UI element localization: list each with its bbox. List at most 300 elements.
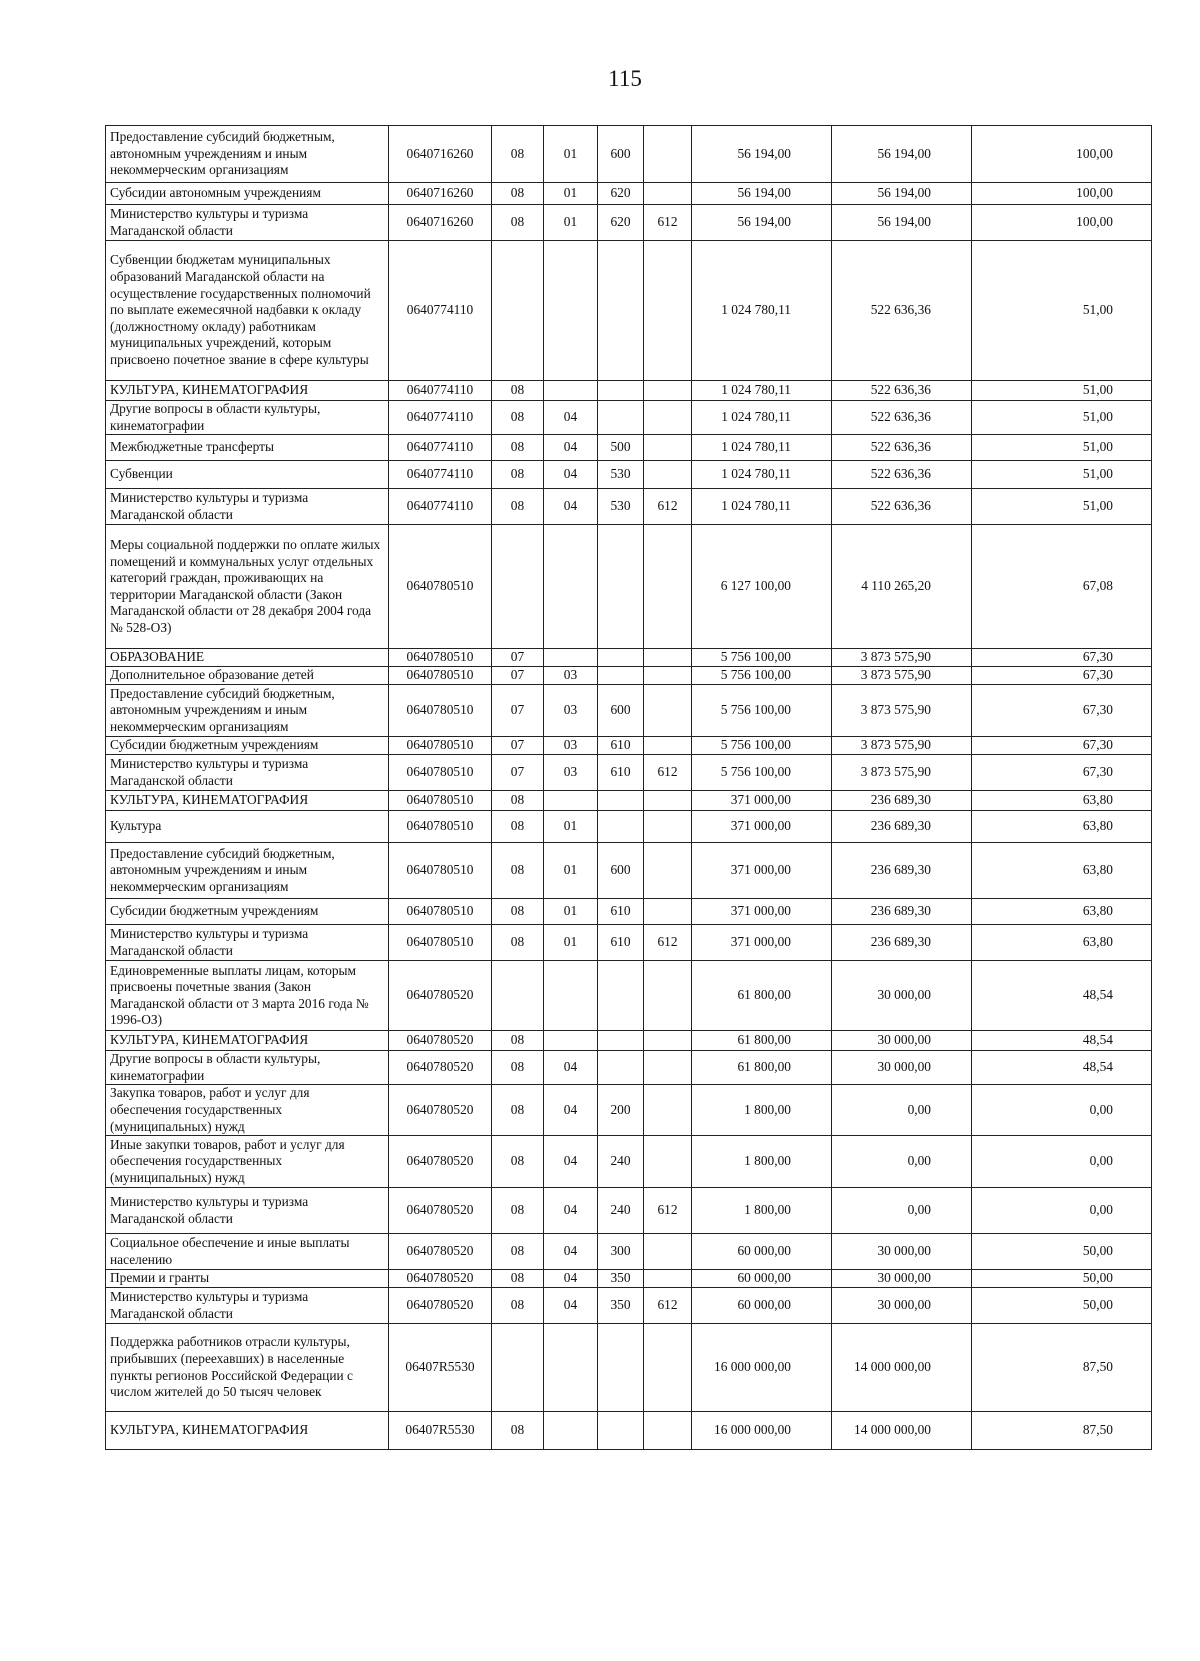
cell-admin-code: 612 [644,205,692,241]
cell-subsection: 04 [544,1085,598,1136]
cell-admin-code [644,899,692,925]
cell-expense-type [598,649,644,667]
cell-expense-type [598,381,644,401]
cell-percent: 51,00 [972,461,1152,489]
cell-actual: 56 194,00 [832,126,972,183]
cell-actual: 3 873 575,90 [832,649,972,667]
cell-subsection: 04 [544,1234,598,1270]
cell-percent: 67,30 [972,667,1152,685]
table-row [106,737,1152,755]
cell-target-code: 06407R5530 [389,1324,492,1412]
table-row [106,685,1152,737]
table-row [106,843,1152,899]
cell-admin-code [644,843,692,899]
cell-target-code: 0640780520 [389,961,492,1031]
cell-planned: 1 024 780,11 [692,241,832,381]
cell-planned: 5 756 100,00 [692,685,832,737]
cell-name: Социальное обеспечение и иные выплаты населению [106,1234,389,1270]
cell-section [492,961,544,1031]
cell-percent: 87,50 [972,1412,1152,1450]
cell-target-code: 0640780510 [389,791,492,811]
cell-actual: 0,00 [832,1188,972,1234]
cell-actual: 236 689,30 [832,925,972,961]
cell-admin-code: 612 [644,755,692,791]
cell-actual: 14 000 000,00 [832,1324,972,1412]
cell-percent: 51,00 [972,241,1152,381]
cell-expense-type: 610 [598,755,644,791]
cell-target-code: 0640780510 [389,899,492,925]
cell-expense-type: 600 [598,843,644,899]
table-row [106,667,1152,685]
table-row [106,649,1152,667]
cell-name: Субвенции [106,461,389,489]
cell-section: 08 [492,401,544,435]
cell-admin-code [644,667,692,685]
cell-planned: 61 800,00 [692,1031,832,1051]
cell-planned: 1 800,00 [692,1085,832,1136]
cell-expense-type: 600 [598,685,644,737]
cell-percent: 63,80 [972,811,1152,843]
cell-percent: 48,54 [972,1051,1152,1085]
cell-actual: 522 636,36 [832,241,972,381]
cell-admin-code [644,1051,692,1085]
cell-subsection: 01 [544,843,598,899]
cell-section: 08 [492,791,544,811]
cell-expense-type [598,1324,644,1412]
cell-admin-code [644,435,692,461]
cell-section: 07 [492,755,544,791]
cell-section: 08 [492,183,544,205]
cell-subsection [544,961,598,1031]
cell-expense-type: 350 [598,1270,644,1288]
cell-expense-type [598,811,644,843]
cell-planned: 371 000,00 [692,843,832,899]
cell-percent: 100,00 [972,183,1152,205]
cell-section: 08 [492,1031,544,1051]
table-row [106,401,1152,435]
cell-expense-type [598,241,644,381]
cell-admin-code [644,1085,692,1136]
cell-target-code: 0640774110 [389,489,492,525]
cell-percent: 51,00 [972,401,1152,435]
cell-percent: 67,08 [972,525,1152,649]
table-row [106,961,1152,1031]
cell-subsection [544,1031,598,1051]
table-row [106,1412,1152,1450]
table-row [106,899,1152,925]
cell-planned: 1 800,00 [692,1188,832,1234]
cell-section [492,1324,544,1412]
cell-percent: 51,00 [972,381,1152,401]
cell-planned: 371 000,00 [692,791,832,811]
cell-planned: 5 756 100,00 [692,649,832,667]
cell-admin-code [644,1412,692,1450]
cell-section: 08 [492,1234,544,1270]
table-row [106,811,1152,843]
cell-actual: 522 636,36 [832,401,972,435]
cell-actual: 30 000,00 [832,1051,972,1085]
table-row [106,435,1152,461]
cell-percent: 63,80 [972,899,1152,925]
cell-admin-code [644,461,692,489]
cell-planned: 5 756 100,00 [692,737,832,755]
cell-section: 08 [492,461,544,489]
cell-planned: 1 024 780,11 [692,381,832,401]
cell-section: 08 [492,381,544,401]
cell-target-code: 06407R5530 [389,1412,492,1450]
cell-name: Субвенции бюджетам муниципальных образований Магаданской области на осуществление государственных полномочий по выплате ежемесячной надбавки к окладу (должностному окладу) работникам муниципальных учреждений, которым присвоено почетное звание в сфере культуры [106,241,389,381]
cell-percent: 63,80 [972,925,1152,961]
cell-actual: 30 000,00 [832,1270,972,1288]
table-row [106,489,1152,525]
budget-table-wrapper [105,125,1152,1450]
cell-admin-code: 612 [644,489,692,525]
table-row [106,925,1152,961]
cell-section: 08 [492,435,544,461]
cell-subsection: 04 [544,1288,598,1324]
cell-expense-type [598,961,644,1031]
cell-actual: 56 194,00 [832,205,972,241]
cell-planned: 16 000 000,00 [692,1324,832,1412]
cell-expense-type: 500 [598,435,644,461]
cell-expense-type: 620 [598,183,644,205]
cell-actual: 236 689,30 [832,899,972,925]
cell-actual: 522 636,36 [832,461,972,489]
cell-planned: 6 127 100,00 [692,525,832,649]
cell-percent: 0,00 [972,1136,1152,1188]
cell-name: Министерство культуры и туризма Магаданской области [106,205,389,241]
cell-subsection [544,649,598,667]
cell-name: ОБРАЗОВАНИЕ [106,649,389,667]
cell-admin-code: 612 [644,925,692,961]
cell-percent: 50,00 [972,1270,1152,1288]
cell-admin-code: 612 [644,1188,692,1234]
cell-admin-code [644,1234,692,1270]
cell-subsection: 01 [544,811,598,843]
cell-expense-type: 530 [598,461,644,489]
cell-actual: 4 110 265,20 [832,525,972,649]
cell-actual: 30 000,00 [832,1031,972,1051]
cell-name: КУЛЬТУРА, КИНЕМАТОГРАФИЯ [106,381,389,401]
cell-planned: 5 756 100,00 [692,667,832,685]
cell-section: 08 [492,1188,544,1234]
table-row [106,381,1152,401]
cell-subsection [544,1412,598,1450]
cell-subsection [544,381,598,401]
cell-subsection: 04 [544,1136,598,1188]
cell-planned: 1 024 780,11 [692,489,832,525]
cell-target-code: 0640780510 [389,737,492,755]
cell-expense-type [598,1051,644,1085]
cell-admin-code [644,525,692,649]
cell-planned: 371 000,00 [692,811,832,843]
cell-subsection: 03 [544,755,598,791]
cell-planned: 1 024 780,11 [692,401,832,435]
cell-planned: 1 800,00 [692,1136,832,1188]
cell-target-code: 0640774110 [389,461,492,489]
table-row [106,791,1152,811]
cell-target-code: 0640780510 [389,843,492,899]
cell-section: 08 [492,126,544,183]
cell-percent: 48,54 [972,961,1152,1031]
cell-target-code: 0640780520 [389,1270,492,1288]
cell-name: Субсидии бюджетным учреждениям [106,899,389,925]
cell-expense-type [598,401,644,435]
cell-expense-type: 240 [598,1136,644,1188]
cell-planned: 60 000,00 [692,1234,832,1270]
cell-name: КУЛЬТУРА, КИНЕМАТОГРАФИЯ [106,1412,389,1450]
cell-expense-type [598,1031,644,1051]
cell-planned: 5 756 100,00 [692,755,832,791]
cell-section: 08 [492,1051,544,1085]
cell-target-code: 0640780520 [389,1234,492,1270]
cell-name: Межбюджетные трансферты [106,435,389,461]
cell-admin-code [644,649,692,667]
cell-subsection: 04 [544,401,598,435]
cell-target-code: 0640774110 [389,381,492,401]
cell-name: Субсидии бюджетным учреждениям [106,737,389,755]
cell-admin-code [644,685,692,737]
cell-name: Закупка товаров, работ и услуг для обеспечения государственных (муниципальных) нужд [106,1085,389,1136]
cell-section: 07 [492,737,544,755]
table-row [106,241,1152,381]
cell-percent: 100,00 [972,126,1152,183]
cell-section: 08 [492,925,544,961]
cell-expense-type: 620 [598,205,644,241]
cell-subsection: 01 [544,126,598,183]
cell-expense-type: 350 [598,1288,644,1324]
cell-percent: 67,30 [972,737,1152,755]
table-row [106,1270,1152,1288]
cell-subsection [544,525,598,649]
cell-admin-code [644,737,692,755]
cell-actual: 3 873 575,90 [832,685,972,737]
cell-target-code: 0640780510 [389,925,492,961]
cell-subsection: 04 [544,435,598,461]
cell-name: КУЛЬТУРА, КИНЕМАТОГРАФИЯ [106,1031,389,1051]
cell-percent: 0,00 [972,1188,1152,1234]
cell-admin-code [644,183,692,205]
cell-target-code: 0640780520 [389,1031,492,1051]
cell-subsection: 01 [544,183,598,205]
cell-expense-type: 600 [598,126,644,183]
table-row [106,1085,1152,1136]
cell-section: 08 [492,205,544,241]
cell-section: 08 [492,1412,544,1450]
cell-planned: 371 000,00 [692,925,832,961]
cell-planned: 61 800,00 [692,961,832,1031]
cell-percent: 67,30 [972,755,1152,791]
table-row [106,1188,1152,1234]
table-row [106,525,1152,649]
cell-actual: 3 873 575,90 [832,667,972,685]
cell-target-code: 0640780520 [389,1085,492,1136]
cell-expense-type [598,525,644,649]
cell-section: 08 [492,1270,544,1288]
cell-subsection: 03 [544,667,598,685]
cell-admin-code [644,1136,692,1188]
cell-percent: 0,00 [972,1085,1152,1136]
table-row [106,1288,1152,1324]
cell-name: Единовременные выплаты лицам, которым присвоены почетные звания (Закон Магаданской области от 3 марта 2016 года № 1996-ОЗ) [106,961,389,1031]
cell-actual: 0,00 [832,1085,972,1136]
cell-planned: 61 800,00 [692,1051,832,1085]
cell-subsection: 04 [544,1188,598,1234]
cell-target-code: 0640780520 [389,1136,492,1188]
cell-percent: 50,00 [972,1288,1152,1324]
cell-admin-code [644,791,692,811]
cell-actual: 236 689,30 [832,843,972,899]
cell-section: 07 [492,649,544,667]
cell-subsection: 04 [544,1051,598,1085]
cell-name: Министерство культуры и туризма Магаданской области [106,489,389,525]
cell-admin-code: 612 [644,1288,692,1324]
cell-section [492,241,544,381]
cell-percent: 63,80 [972,843,1152,899]
cell-subsection: 03 [544,685,598,737]
cell-name: Предоставление субсидий бюджетным, автономным учреждениям и иным некоммерческим организациям [106,685,389,737]
cell-percent: 100,00 [972,205,1152,241]
cell-target-code: 0640780510 [389,685,492,737]
cell-section: 08 [492,1136,544,1188]
cell-subsection: 04 [544,461,598,489]
cell-planned: 1 024 780,11 [692,461,832,489]
cell-actual: 0,00 [832,1136,972,1188]
cell-expense-type: 530 [598,489,644,525]
cell-admin-code [644,401,692,435]
table-row [106,1136,1152,1188]
cell-admin-code [644,381,692,401]
cell-subsection [544,241,598,381]
cell-actual: 56 194,00 [832,183,972,205]
table-row [106,755,1152,791]
cell-name: Предоставление субсидий бюджетным, автономным учреждениям и иным некоммерческим организациям [106,843,389,899]
cell-name: Министерство культуры и туризма Магаданской области [106,1188,389,1234]
cell-target-code: 0640716260 [389,183,492,205]
cell-section: 08 [492,489,544,525]
cell-actual: 522 636,36 [832,435,972,461]
cell-subsection: 01 [544,205,598,241]
cell-name: КУЛЬТУРА, КИНЕМАТОГРАФИЯ [106,791,389,811]
cell-percent: 63,80 [972,791,1152,811]
cell-actual: 14 000 000,00 [832,1412,972,1450]
cell-target-code: 0640780520 [389,1288,492,1324]
cell-section: 08 [492,1288,544,1324]
cell-name: Меры социальной поддержки по оплате жилых помещений и коммунальных услуг отдельных категорий граждан, проживающих на территории Магаданской области (Закон Магаданской области от 28 декабря 2004 года № 528-ОЗ) [106,525,389,649]
cell-name: Культура [106,811,389,843]
table-row [106,126,1152,183]
page-number: 115 [608,66,642,91]
cell-percent: 51,00 [972,435,1152,461]
cell-subsection [544,791,598,811]
cell-planned: 1 024 780,11 [692,435,832,461]
cell-subsection [544,1324,598,1412]
cell-planned: 60 000,00 [692,1288,832,1324]
cell-actual: 30 000,00 [832,1234,972,1270]
cell-planned: 60 000,00 [692,1270,832,1288]
cell-percent: 51,00 [972,489,1152,525]
cell-target-code: 0640780520 [389,1051,492,1085]
cell-section: 08 [492,1085,544,1136]
cell-section: 07 [492,685,544,737]
cell-percent: 50,00 [972,1234,1152,1270]
cell-expense-type: 610 [598,737,644,755]
cell-admin-code [644,241,692,381]
cell-target-code: 0640780520 [389,1188,492,1234]
cell-admin-code [644,1324,692,1412]
cell-subsection: 03 [544,737,598,755]
cell-target-code: 0640780510 [389,649,492,667]
cell-admin-code [644,1031,692,1051]
cell-admin-code [644,961,692,1031]
cell-expense-type [598,667,644,685]
cell-name: Предоставление субсидий бюджетным, автономным учреждениям и иным некоммерческим организациям [106,126,389,183]
table-row [106,461,1152,489]
cell-expense-type: 240 [598,1188,644,1234]
cell-subsection: 01 [544,899,598,925]
cell-actual: 30 000,00 [832,961,972,1031]
cell-name: Министерство культуры и туризма Магаданской области [106,1288,389,1324]
cell-admin-code [644,1270,692,1288]
cell-name: Иные закупки товаров, работ и услуг для обеспечения государственных (муниципальных) нужд [106,1136,389,1188]
cell-expense-type: 200 [598,1085,644,1136]
cell-actual: 30 000,00 [832,1288,972,1324]
cell-percent: 87,50 [972,1324,1152,1412]
cell-subsection: 04 [544,1270,598,1288]
cell-target-code: 0640780510 [389,811,492,843]
cell-planned: 56 194,00 [692,205,832,241]
cell-target-code: 0640774110 [389,241,492,381]
cell-name: Дополнительное образование детей [106,667,389,685]
cell-section: 07 [492,667,544,685]
cell-expense-type [598,791,644,811]
table-row [106,1234,1152,1270]
cell-percent: 48,54 [972,1031,1152,1051]
cell-section: 08 [492,843,544,899]
cell-target-code: 0640716260 [389,126,492,183]
cell-planned: 56 194,00 [692,183,832,205]
cell-target-code: 0640774110 [389,435,492,461]
cell-target-code: 0640774110 [389,401,492,435]
cell-admin-code [644,126,692,183]
cell-name: Премии и гранты [106,1270,389,1288]
cell-percent: 67,30 [972,649,1152,667]
cell-actual: 236 689,30 [832,791,972,811]
cell-name: Другие вопросы в области культуры, кинематографии [106,401,389,435]
cell-planned: 56 194,00 [692,126,832,183]
cell-expense-type [598,1412,644,1450]
cell-percent: 67,30 [972,685,1152,737]
cell-actual: 522 636,36 [832,489,972,525]
cell-planned: 16 000 000,00 [692,1412,832,1450]
cell-expense-type: 300 [598,1234,644,1270]
cell-target-code: 0640780510 [389,525,492,649]
cell-expense-type: 610 [598,925,644,961]
cell-name: Другие вопросы в области культуры, кинематографии [106,1051,389,1085]
cell-name: Министерство культуры и туризма Магаданской области [106,925,389,961]
table-row [106,183,1152,205]
cell-actual: 3 873 575,90 [832,755,972,791]
cell-name: Поддержка работников отрасли культуры, прибывших (переехавших) в населенные пункты регионов Российской Федерации с числом жителей до 50 тысяч человек [106,1324,389,1412]
table-row [106,205,1152,241]
cell-section: 08 [492,899,544,925]
cell-admin-code [644,811,692,843]
table-row [106,1324,1152,1412]
cell-planned: 371 000,00 [692,899,832,925]
cell-actual: 522 636,36 [832,381,972,401]
budget-table [105,125,1152,1450]
table-row [106,1031,1152,1051]
